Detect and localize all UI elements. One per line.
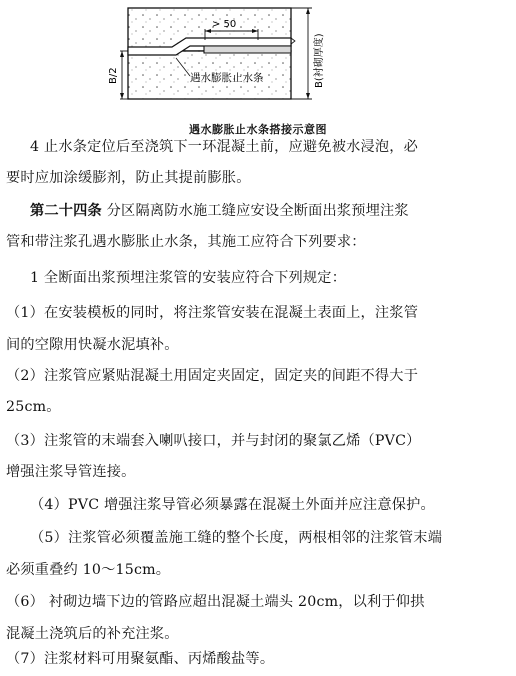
text-line xyxy=(30,496,435,514)
line-text: 管和带注浆孔遇水膨胀止水条，其施工应符合下列要求： xyxy=(6,234,366,250)
text-line xyxy=(6,336,179,354)
text-line xyxy=(30,529,442,547)
line-text: 4 止水条定位后至浇筑下一环混凝土前，应避免被水浸泡，必 xyxy=(30,139,419,155)
line-text: 必须重叠约 10～15cm。 xyxy=(6,562,171,578)
figure-caption: 遇水膨胀止水条搭接示意图 xyxy=(189,123,327,136)
strip-label: 遇水膨胀止水条 xyxy=(190,72,264,84)
text-line xyxy=(6,650,274,668)
line-text: 分区隔离防水施工缝应安设全断面出浆预埋注浆 xyxy=(101,203,409,219)
dimension-label-thickness: B(衬砌厚度) xyxy=(314,33,325,88)
text-line xyxy=(6,593,425,611)
text-line xyxy=(6,169,251,187)
article-heading: 第二十四条 xyxy=(30,203,102,219)
line-text: （1）在安装模板的同时，将注浆管安装在混凝土表面上，注浆管 xyxy=(6,305,419,321)
waterstop-overlap-diagram xyxy=(0,0,516,112)
dimension-label-half-thickness: B/2 xyxy=(108,67,119,84)
text-line xyxy=(6,233,366,251)
line-text: （6） 衬砌边墙下边的管路应超出混凝土端头 20cm，以利于仰拱 xyxy=(6,594,425,610)
text-line xyxy=(30,202,409,220)
text-line xyxy=(6,367,418,385)
line-text: 1 全断面出浆预埋注浆管的安装应符合下列规定： xyxy=(30,270,347,286)
text-line xyxy=(6,432,421,450)
line-text: （2）注浆管应紧贴混凝土用固定夹固定，固定夹的间距不得大于 xyxy=(6,368,419,384)
line-text: 间的空隙用快凝水泥填补。 xyxy=(6,337,179,353)
line-text: （3）注浆管的末端套入喇叭接口，并与封闭的聚氯乙烯（PVC） xyxy=(6,433,421,449)
waterstop-strip-lower xyxy=(204,46,291,53)
text-line xyxy=(6,463,136,481)
text-line xyxy=(30,269,346,287)
line-text: （7）注浆材料可用聚氨酯、丙烯酸盐等。 xyxy=(6,651,275,667)
text-line xyxy=(6,398,61,416)
line-text: 25cm。 xyxy=(6,399,61,415)
text-line xyxy=(6,561,170,579)
line-text: 要时应加涂缓膨剂，防止其提前膨胀。 xyxy=(6,170,251,186)
text-line xyxy=(6,625,179,643)
line-text: （5）注浆管必须覆盖施工缝的整个长度，两根相邻的注浆管末端 xyxy=(30,530,443,546)
dimension-label-overlap: > 50 xyxy=(212,19,237,30)
line-text: 增强注浆导管连接。 xyxy=(6,464,136,480)
text-line xyxy=(30,138,418,156)
line-text: （4）PVC 增强注浆导管必须暴露在混凝土外面并应注意保护。 xyxy=(30,497,435,513)
line-text: 混凝土浇筑后的补充注浆。 xyxy=(6,626,179,642)
text-line xyxy=(6,304,418,322)
